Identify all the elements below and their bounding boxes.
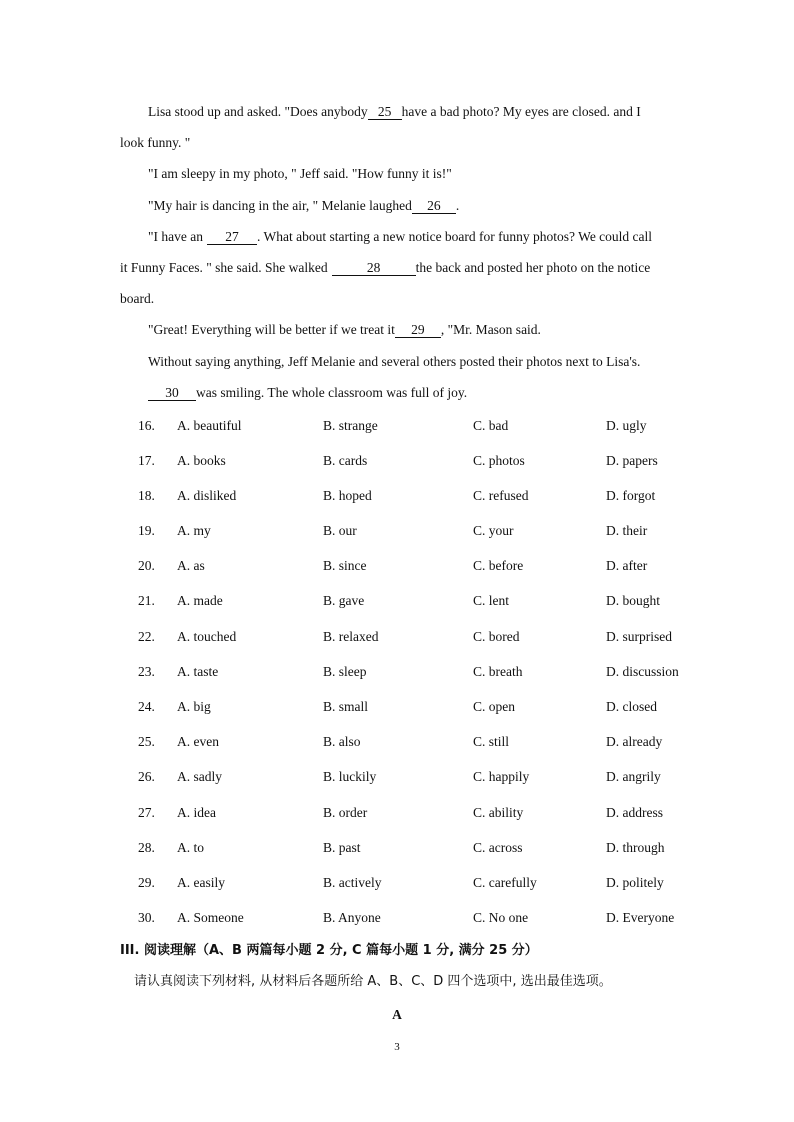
passage-text: it Funny Faces. " she said. She walked — [120, 260, 328, 275]
question-row — [0, 663, 794, 681]
passage-text: . What about starting a new notice board for funny photos? We could call — [256, 229, 653, 244]
option-b: B. sleep — [323, 664, 367, 679]
option-a: A. made — [177, 593, 223, 608]
option-d: D. forgot — [606, 488, 656, 503]
option-b: B. actively — [323, 875, 382, 890]
passage-text: , "Mr. Mason said. — [440, 322, 541, 337]
blank-29: 29 — [395, 322, 441, 338]
option-b: B. luckily — [323, 769, 377, 784]
question-number: 27. — [138, 805, 155, 820]
option-d: D. angrily — [606, 769, 661, 784]
option-d: D. closed — [606, 699, 657, 714]
option-c: C. open — [473, 699, 515, 714]
question-row — [0, 733, 794, 751]
option-b: B. Anyone — [323, 910, 381, 925]
option-a: A. sadly — [177, 769, 222, 784]
passage-text: board. — [120, 291, 155, 306]
passage-text: was smiling. The whole classroom was full of joy. — [196, 385, 468, 400]
blank-27: 27 — [207, 229, 257, 245]
option-a: A. to — [177, 840, 204, 855]
passage-text: . — [455, 198, 460, 213]
question-row — [0, 909, 794, 927]
option-a: A. easily — [177, 875, 225, 890]
question-number: 23. — [138, 664, 155, 679]
option-b: B. past — [323, 840, 361, 855]
option-b: B. our — [323, 523, 357, 538]
blank-26: 26 — [412, 198, 456, 214]
option-c: C. ability — [473, 805, 524, 820]
option-d: D. Everyone — [606, 910, 675, 925]
question-row — [0, 804, 794, 822]
part-heading: A — [392, 1007, 402, 1022]
option-c: C. happily — [473, 769, 530, 784]
option-a: A. taste — [177, 664, 219, 679]
blank-30: 30 — [148, 385, 196, 401]
passage-text: "I have an — [148, 229, 203, 244]
passage-text: the back and posted her photo on the notice — [415, 260, 651, 275]
question-row — [0, 592, 794, 610]
option-d: D. through — [606, 840, 665, 855]
option-a: A. as — [177, 558, 205, 573]
option-a: A. disliked — [177, 488, 237, 503]
passage-line-6 — [120, 259, 650, 277]
passage-line-1 — [148, 103, 641, 121]
passage-line-2 — [120, 134, 190, 152]
option-c: C. bad — [473, 418, 509, 433]
option-a: A. beautiful — [177, 418, 242, 433]
question-row — [0, 417, 794, 435]
option-a: A. Someone — [177, 910, 244, 925]
question-number: 30. — [138, 910, 155, 925]
option-a: A. touched — [177, 629, 237, 644]
question-number: 16. — [138, 418, 155, 433]
passage-line-9 — [148, 353, 640, 371]
option-c: C. your — [473, 523, 514, 538]
question-number: 22. — [138, 629, 155, 644]
option-c: C. across — [473, 840, 523, 855]
passage-line-4 — [148, 197, 459, 215]
passage-text: "Great! Everything will be better if we treat it — [148, 322, 395, 337]
passage-text: have a bad photo? My eyes are closed. and I — [401, 104, 641, 119]
option-d: D. papers — [606, 453, 658, 468]
option-c: C. refused — [473, 488, 529, 503]
passage-line-5 — [148, 228, 652, 246]
option-b: B. order — [323, 805, 368, 820]
passage-text: "My hair is dancing in the air, " Melanie laughed — [148, 198, 412, 213]
question-number: 21. — [138, 593, 155, 608]
passage-text: "I am sleepy in my photo, " Jeff said. "How funny it is!" — [148, 166, 452, 181]
question-number: 18. — [138, 488, 155, 503]
option-b: B. small — [323, 699, 369, 714]
option-c: C. before — [473, 558, 524, 573]
question-row — [0, 698, 794, 716]
option-d: D. after — [606, 558, 648, 573]
blank-28: 28 — [332, 260, 416, 276]
passage-line-10 — [148, 384, 467, 402]
question-number: 28. — [138, 840, 155, 855]
question-number: 20. — [138, 558, 155, 573]
option-a: A. even — [177, 734, 219, 749]
option-a: A. my — [177, 523, 211, 538]
passage-text: Without saying anything, Jeff Melanie and several others posted their photos next to Lisa's. — [148, 354, 641, 369]
option-d: D. already — [606, 734, 663, 749]
option-d: D. address — [606, 805, 663, 820]
question-row — [0, 628, 794, 646]
option-d: D. politely — [606, 875, 664, 890]
option-c: C. bored — [473, 629, 520, 644]
question-number: 25. — [138, 734, 155, 749]
option-c: C. breath — [473, 664, 523, 679]
passage-line-3 — [148, 165, 452, 183]
question-number: 17. — [138, 453, 155, 468]
question-row — [0, 874, 794, 892]
blank-25: 25 — [368, 104, 402, 120]
option-b: B. gave — [323, 593, 365, 608]
option-a: A. books — [177, 453, 226, 468]
option-a: A. big — [177, 699, 211, 714]
option-d: D. bought — [606, 593, 660, 608]
option-d: D. ugly — [606, 418, 647, 433]
question-row — [0, 839, 794, 857]
question-number: 24. — [138, 699, 155, 714]
section-instruction: 请认真阅读下列材料, 从材料后各题所给 A、B、C、D 四个选项中, 选出最佳选项。 — [134, 974, 612, 989]
question-row — [0, 487, 794, 505]
option-c: C. carefully — [473, 875, 537, 890]
option-c: C. still — [473, 734, 510, 749]
option-b: B. strange — [323, 418, 378, 433]
option-b: B. since — [323, 558, 367, 573]
passage-text: look funny. " — [120, 135, 191, 150]
option-d: D. discussion — [606, 664, 679, 679]
option-b: B. also — [323, 734, 361, 749]
question-row — [0, 557, 794, 575]
section-title: III. 阅读理解（A、B 两篇每小题 2 分, C 篇每小题 1 分, 满分 25 分） — [120, 943, 538, 958]
option-c: C. photos — [473, 453, 525, 468]
page-number: 3 — [394, 1041, 400, 1053]
question-number: 29. — [138, 875, 155, 890]
question-row — [0, 768, 794, 786]
passage-text: Lisa stood up and asked. "Does anybody — [148, 104, 368, 119]
question-row — [0, 522, 794, 540]
passage-line-7 — [120, 290, 154, 308]
question-row — [0, 452, 794, 470]
option-d: D. surprised — [606, 629, 672, 644]
passage-line-8 — [148, 321, 541, 339]
option-d: D. their — [606, 523, 648, 538]
option-b: B. hoped — [323, 488, 372, 503]
option-c: C. No one — [473, 910, 529, 925]
question-number: 26. — [138, 769, 155, 784]
option-b: B. relaxed — [323, 629, 379, 644]
option-b: B. cards — [323, 453, 368, 468]
question-number: 19. — [138, 523, 155, 538]
option-c: C. lent — [473, 593, 509, 608]
option-a: A. idea — [177, 805, 216, 820]
